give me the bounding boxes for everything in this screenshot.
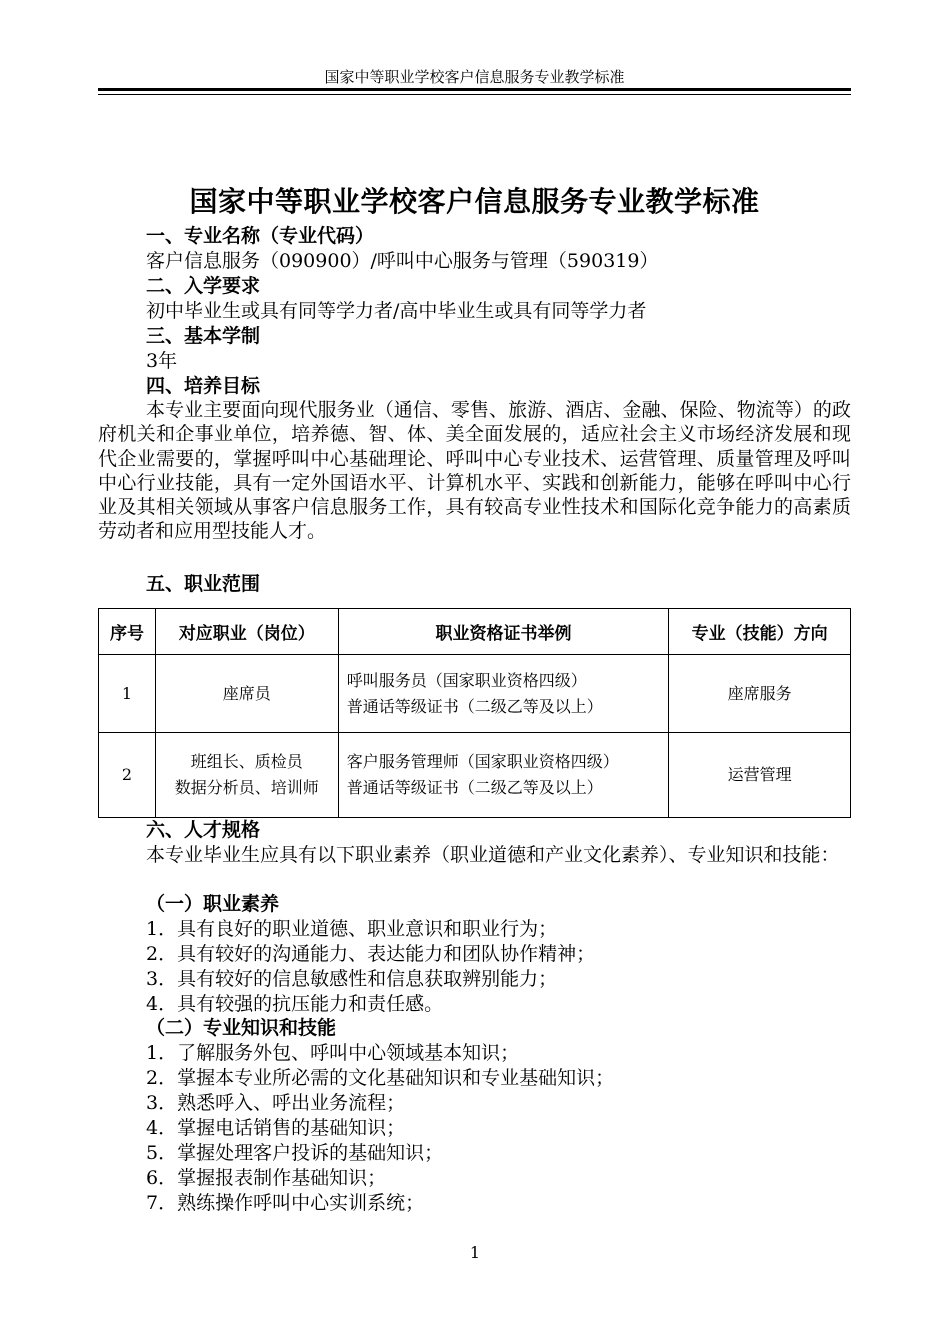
list-item: 5．掌握处理客户投诉的基础知识； [146,1142,444,1164]
row-direction: 运营管理 [669,733,851,818]
list-item: 6．掌握报表制作基础知识； [146,1167,387,1189]
job-line: 数据分析员、培训师 [174,778,319,797]
section-heading-duration: 三、基本学制 [146,325,261,347]
row-number: 2 [99,733,156,818]
objectives-paragraph [98,398,851,544]
section-heading-name: 一、专业名称（专业代码） [146,225,375,247]
table-row [99,655,851,733]
section-heading-talent: 六、人才规格 [146,819,261,841]
header-cell-no: 序号 [99,609,156,655]
job-line: 座席员 [222,683,271,703]
row-number: 1 [99,655,156,733]
list-item: 4．具有较强的抗压能力和责任感。 [146,993,444,1015]
document-title: 国家中等职业学校客户信息服务专业教学标准 [189,185,760,218]
header-rule-thin [98,94,851,95]
list-item: 3．具有较好的信息敏感性和信息获取辨别能力； [146,968,558,990]
row-direction: 座席服务 [669,655,851,733]
row-cert [338,733,669,818]
table-row [99,733,851,818]
list-item: 4．掌握电话销售的基础知识； [146,1117,406,1139]
header-cell-job: 对应职业（岗位） [155,609,338,655]
cert-line: 普通话等级证书（二级乙等及以上） [346,696,603,716]
header-cell-direction: 专业（技能）方向 [669,609,851,655]
running-header: 国家中等职业学校客户信息服务专业教学标准 [324,68,625,86]
list-item: 3．熟悉呼入、呼出业务流程； [146,1092,406,1114]
section-heading-career: 五、职业范围 [146,573,261,595]
section-text-admission: 初中毕业生或具有同等学力者/高中毕业生或具有同等学力者 [146,300,647,322]
cert-line: 客户服务管理师（国家职业资格四级） [346,752,619,771]
row-job [155,655,338,733]
row-job [155,733,338,818]
subheading-literacy: （一）职业素养 [146,893,280,915]
section-text-name: 客户信息服务（090900）/呼叫中心服务与管理（590319） [146,250,659,272]
section-heading-admission: 二、入学要求 [146,275,261,297]
list-item: 2．具有较好的沟通能力、表达能力和团队协作精神； [146,943,596,965]
section-heading-objectives: 四、培养目标 [146,375,261,397]
header-rule-thick [98,88,851,91]
cert-line: 普通话等级证书（二级乙等及以上） [346,778,603,797]
list-item: 2．掌握本专业所必需的文化基础知识和专业基础知识； [146,1067,615,1089]
list-item: 7．熟练操作呼叫中心实训系统； [146,1192,425,1214]
cert-line: 呼叫服务员（国家职业资格四级） [346,670,587,690]
row-cert [338,655,669,733]
talent-paragraph [98,843,851,867]
subheading-knowledge: （二）专业知识和技能 [146,1017,337,1039]
talent-text: 本专业毕业生应具有以下职业素养（职业道德和产业文化素养）、专业知识和技能： [146,844,840,866]
job-line: 班组长、质检员 [190,752,303,771]
list-item: 1．了解服务外包、呼叫中心领域基本知识； [146,1042,520,1064]
list-item: 1．具有良好的职业道德、职业意识和职业行为； [146,918,558,940]
header-cell-cert: 职业资格证书举例 [338,609,669,655]
page-number: 1 [469,1243,481,1262]
objectives-text: 本专业主要面向现代服务业（通信、零售、旅游、酒店、金融、保险、物流等）的政府机关和企事业单位，培养德、智、体、美全面发展的，适应社会主义市场经济发展和现代企业需要的，掌握呼叫中心基础理论、呼叫中心专业技术、运营管理、质量管理及呼叫中心行业技能，具有一定外国语水平、计算机水平、实践和创新能力，能够在呼叫中心行业及其相关领域从事客户信息服务工作，具有较高专业性技术和国际化竞争能力的高素质劳动者和应用型技能人才。 [98,399,851,543]
career-table [98,608,851,818]
section-text-duration: 3年 [146,350,178,372]
table-header-row [99,609,851,655]
